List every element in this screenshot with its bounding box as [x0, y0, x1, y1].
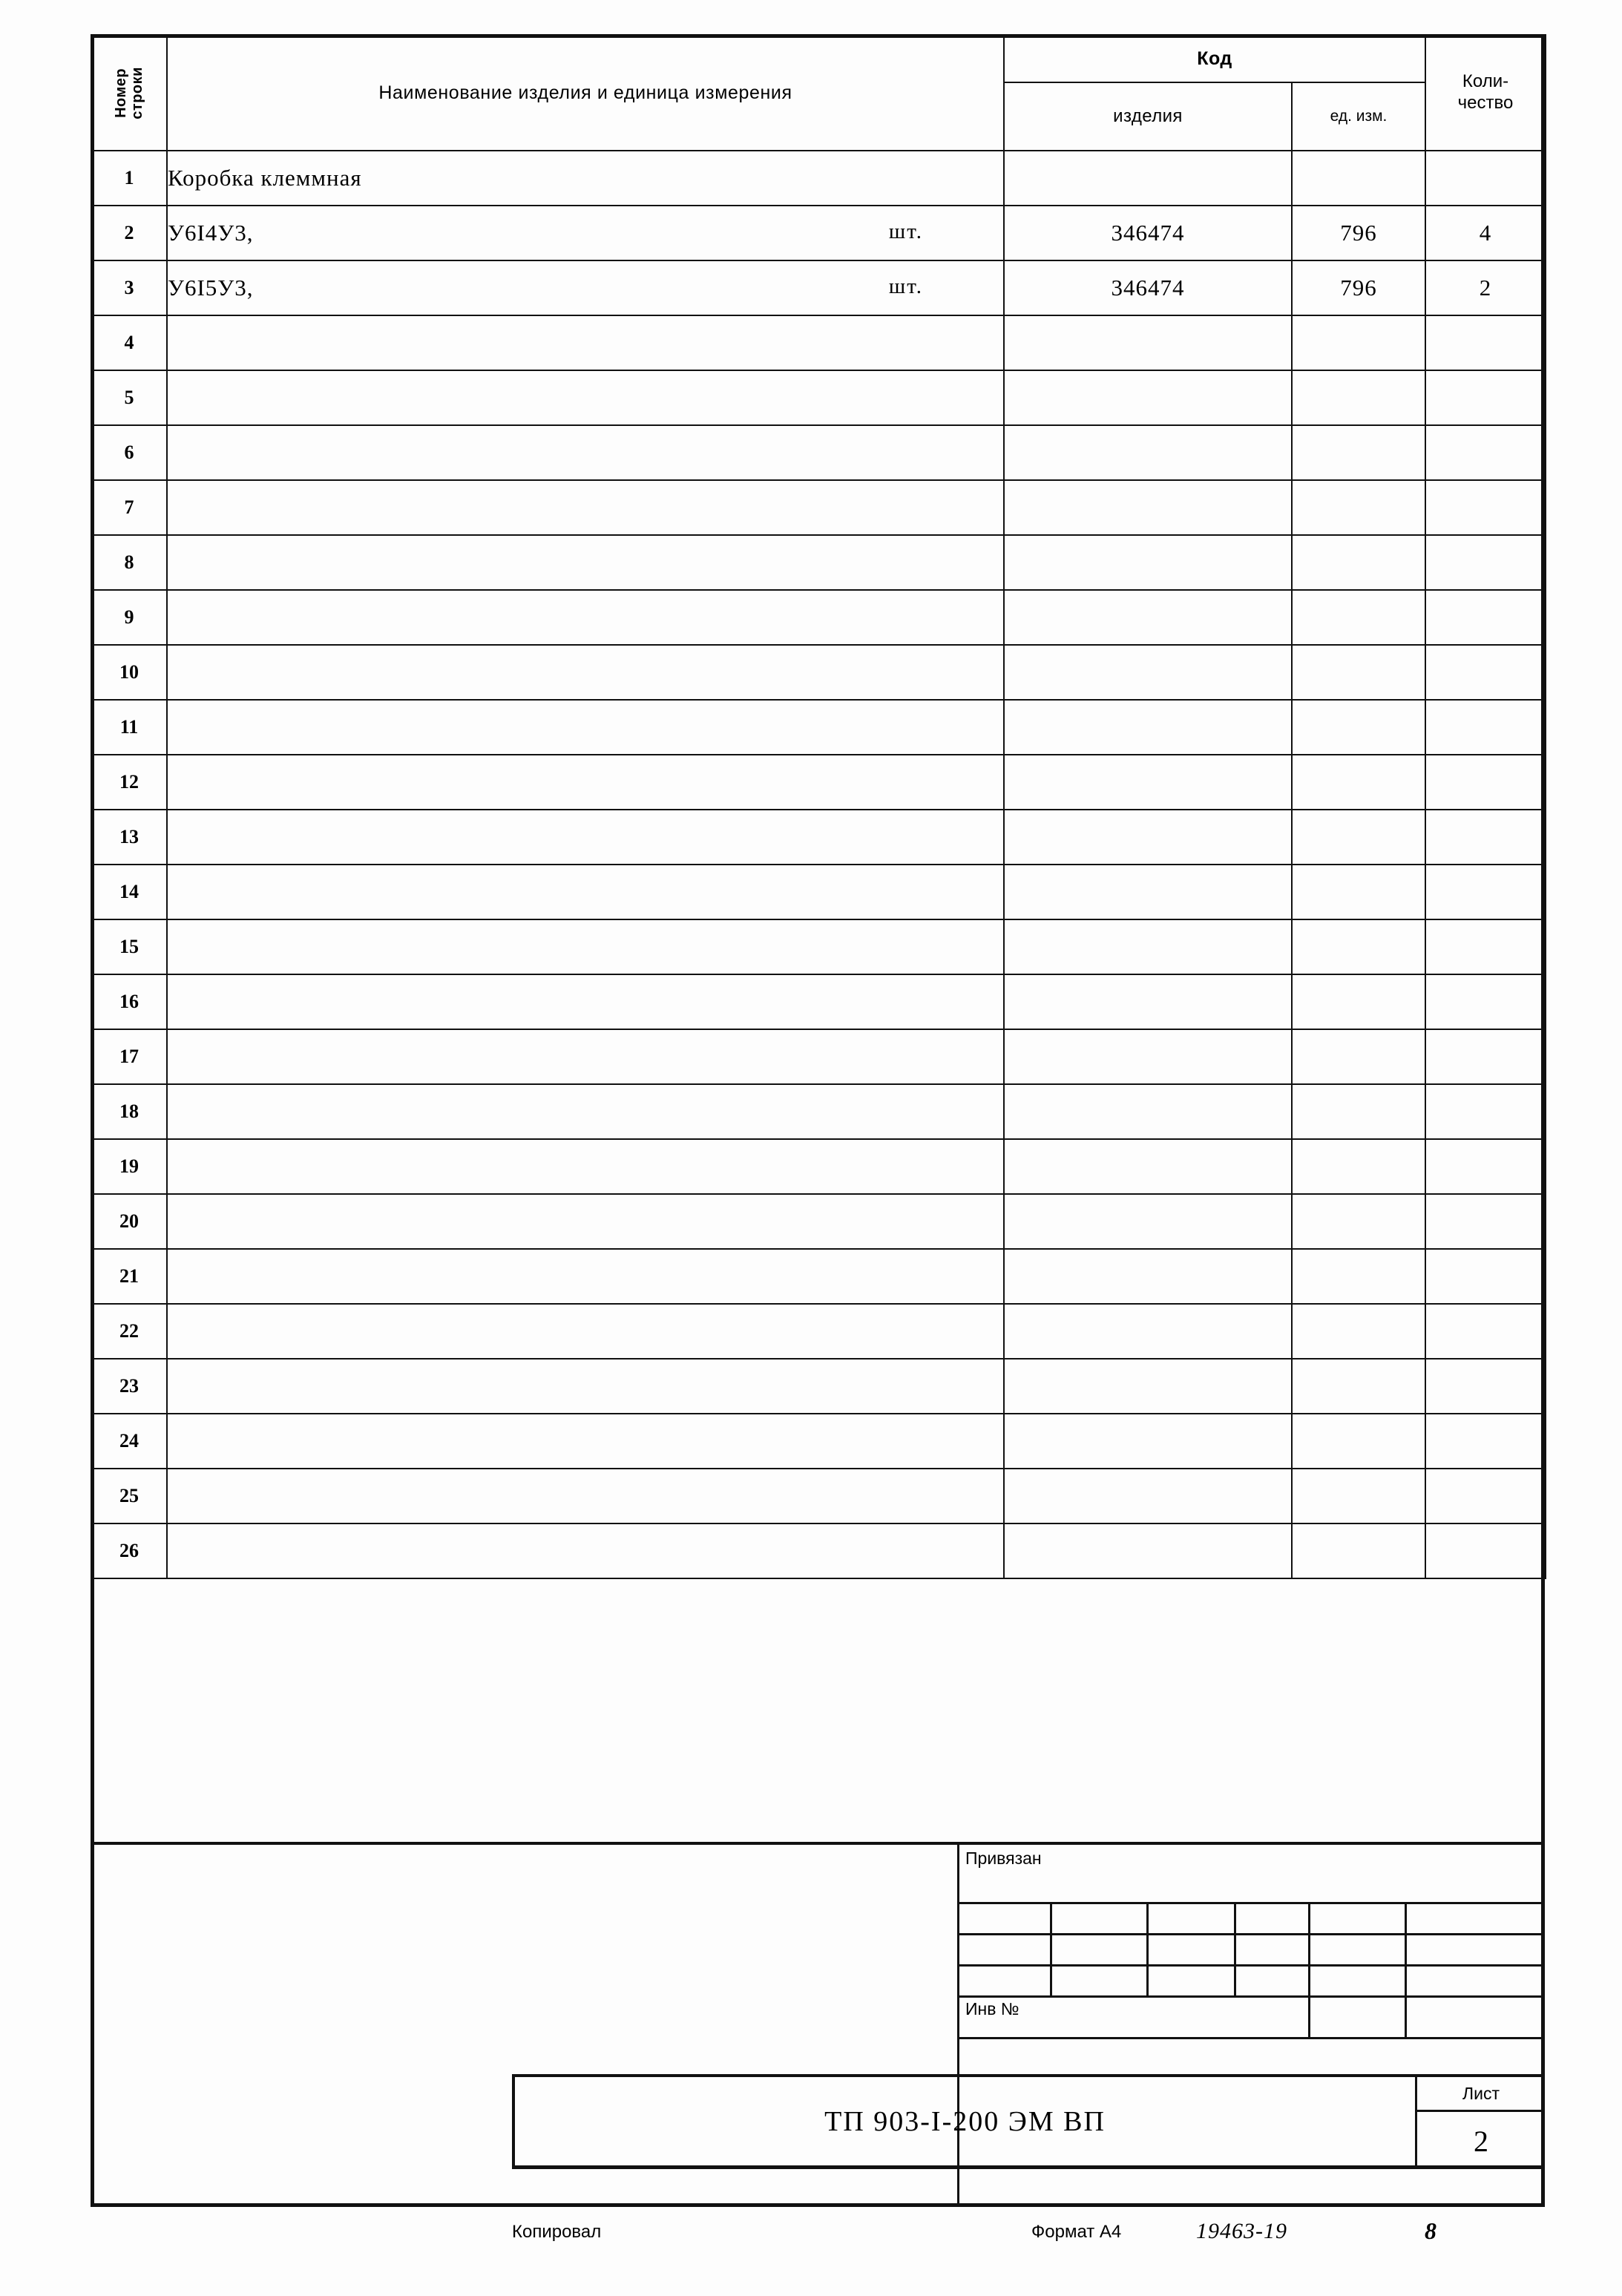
row-name-cell: [167, 1139, 1004, 1194]
row-code-cell: [1004, 700, 1292, 755]
table-row: [91, 1469, 1546, 1523]
row-quantity-cell: [1425, 315, 1546, 370]
row-number-cell: 16: [91, 974, 167, 1029]
row-name-text: У6I4У3,: [168, 220, 254, 246]
row-number-cell: 5: [91, 370, 167, 425]
row-quantity-cell: [1425, 1029, 1546, 1084]
row-code-cell: [1004, 1359, 1292, 1414]
row-uom-cell: [1292, 1523, 1425, 1578]
sheet-label: Лист: [1417, 2077, 1545, 2112]
row-quantity-cell: [1425, 590, 1546, 645]
row-code-cell: [1004, 645, 1292, 700]
document-title-bar: [512, 2074, 1545, 2169]
row-uom-cell: [1292, 755, 1425, 810]
table-header: [91, 35, 1546, 151]
row-number-cell: 3: [91, 260, 167, 315]
table-row: [91, 700, 1546, 755]
stamp-row-4: [959, 1967, 1545, 1998]
row-uom-cell: [1292, 151, 1425, 206]
header-row-number-l2: строки: [129, 66, 145, 119]
row-code-cell: [1004, 1139, 1292, 1194]
row-quantity-cell: [1425, 700, 1546, 755]
row-code-cell: [1004, 151, 1292, 206]
table-row: [91, 645, 1546, 700]
row-quantity-cell: [1425, 1414, 1546, 1469]
row-uom-cell: [1292, 645, 1425, 700]
row-uom-cell: [1292, 865, 1425, 919]
row-uom-cell: [1292, 1359, 1425, 1414]
stamp-row-3: [959, 1935, 1545, 1967]
row-number-cell: 6: [91, 425, 167, 480]
footer-copied-by: Копировал: [512, 2222, 602, 2242]
stamp-row-privyazan: [959, 1845, 1545, 1904]
row-code-cell: [1004, 535, 1292, 590]
table-row: [91, 260, 1546, 315]
row-unit-text: шт.: [888, 275, 923, 298]
header-name: Наименование изделия и единица измерения: [167, 35, 1004, 151]
row-number-cell: 18: [91, 1084, 167, 1139]
footer-page-marker: 8: [1425, 2217, 1437, 2244]
row-number-cell: 11: [91, 700, 167, 755]
row-number-cell: 20: [91, 1194, 167, 1249]
row-quantity-cell: [1425, 645, 1546, 700]
row-quantity-cell: 4: [1425, 206, 1546, 260]
table-row: [91, 206, 1546, 260]
row-code-cell: [1004, 425, 1292, 480]
row-code-cell: [1004, 810, 1292, 865]
stamp-divider-4: [1308, 1904, 1310, 1998]
row-number-cell: 14: [91, 865, 167, 919]
row-number-cell: 10: [91, 645, 167, 700]
document-title: ТП 903-I-200 ЭМ ВП: [515, 2077, 1417, 2165]
row-name-cell: [167, 1194, 1004, 1249]
row-uom-cell: [1292, 535, 1425, 590]
row-code-cell: [1004, 1523, 1292, 1578]
stamp-divider-1: [1050, 1904, 1052, 1998]
row-code-cell: [1004, 1194, 1292, 1249]
stamp-divider-3: [1234, 1904, 1236, 1998]
row-quantity-cell: [1425, 151, 1546, 206]
table-row: [91, 1359, 1546, 1414]
row-code-cell: [1004, 315, 1292, 370]
row-name-cell: [167, 1523, 1004, 1578]
row-number-cell: 12: [91, 755, 167, 810]
row-name-cell: [167, 315, 1004, 370]
row-name-cell: [167, 1414, 1004, 1469]
row-name-cell: [167, 206, 1004, 260]
row-name-text: Коробка клеммная: [168, 165, 362, 191]
row-quantity-cell: [1425, 919, 1546, 974]
row-number-cell: 1: [91, 151, 167, 206]
row-name-cell: [167, 919, 1004, 974]
row-code-cell: [1004, 1469, 1292, 1523]
row-name-cell: [167, 425, 1004, 480]
table-row: [91, 1139, 1546, 1194]
sheet-footer: [0, 2219, 1622, 2263]
table-row: [91, 1249, 1546, 1304]
table-row: [91, 865, 1546, 919]
row-unit-text: шт.: [888, 220, 923, 243]
specification-table: [91, 34, 1546, 1579]
row-number-cell: 21: [91, 1249, 167, 1304]
table-row: [91, 755, 1546, 810]
row-quantity-cell: [1425, 1523, 1546, 1578]
header-code-unit: ед. изм.: [1292, 82, 1425, 151]
header-row-number: [91, 35, 167, 151]
stamp-row-inv: [959, 1998, 1545, 2039]
row-code-cell: [1004, 1414, 1292, 1469]
header-quantity: [1425, 35, 1546, 151]
table-row: [91, 1029, 1546, 1084]
row-number-cell: 17: [91, 1029, 167, 1084]
footer-format-code: 19463-19: [1196, 2219, 1287, 2243]
row-quantity-cell: [1425, 1359, 1546, 1414]
table-body: [91, 151, 1546, 1578]
row-name-cell: [167, 645, 1004, 700]
row-name-cell: [167, 480, 1004, 535]
row-name-cell: [167, 974, 1004, 1029]
table-row: [91, 810, 1546, 865]
table-row: [91, 919, 1546, 974]
row-name-cell: [167, 810, 1004, 865]
header-quantity-l2: чество: [1457, 93, 1514, 113]
row-quantity-cell: [1425, 974, 1546, 1029]
row-code-cell: [1004, 480, 1292, 535]
row-quantity-cell: [1425, 1304, 1546, 1359]
row-name-cell: [167, 151, 1004, 206]
stamp-row-2: [959, 1904, 1545, 1935]
row-number-cell: 8: [91, 535, 167, 590]
row-code-cell: [1004, 590, 1292, 645]
table-row: [91, 535, 1546, 590]
table-row: [91, 1523, 1546, 1578]
row-uom-cell: [1292, 425, 1425, 480]
row-uom-cell: 796: [1292, 206, 1425, 260]
table-row: [91, 974, 1546, 1029]
row-uom-cell: [1292, 1304, 1425, 1359]
row-uom-cell: [1292, 1469, 1425, 1523]
header-row-number-l1: Номер: [112, 68, 129, 118]
row-number-cell: 24: [91, 1414, 167, 1469]
header-code-group: Код: [1004, 35, 1425, 82]
row-quantity-cell: [1425, 1194, 1546, 1249]
row-code-cell: [1004, 755, 1292, 810]
row-number-cell: 26: [91, 1523, 167, 1578]
row-quantity-cell: [1425, 810, 1546, 865]
row-number-cell: 2: [91, 206, 167, 260]
row-name-cell: [167, 590, 1004, 645]
row-uom-cell: [1292, 1414, 1425, 1469]
table-row: [91, 151, 1546, 206]
sheet-box: [1417, 2077, 1545, 2165]
row-number-cell: 13: [91, 810, 167, 865]
row-number-cell: 25: [91, 1469, 167, 1523]
row-quantity-cell: [1425, 480, 1546, 535]
footer-format: Формат А4: [1031, 2222, 1122, 2242]
row-uom-cell: [1292, 1139, 1425, 1194]
row-code-cell: 346474: [1004, 206, 1292, 260]
row-code-cell: 346474: [1004, 260, 1292, 315]
row-name-cell: [167, 1304, 1004, 1359]
row-code-cell: [1004, 1249, 1292, 1304]
row-number-cell: 23: [91, 1359, 167, 1414]
row-code-cell: [1004, 974, 1292, 1029]
table-row: [91, 480, 1546, 535]
row-number-cell: 9: [91, 590, 167, 645]
row-quantity-cell: [1425, 1139, 1546, 1194]
row-quantity-cell: [1425, 370, 1546, 425]
table-row: [91, 1304, 1546, 1359]
row-uom-cell: [1292, 1249, 1425, 1304]
stamp-inv-divider-1: [1308, 1998, 1310, 2039]
row-code-cell: [1004, 1304, 1292, 1359]
row-uom-cell: [1292, 700, 1425, 755]
row-name-cell: [167, 700, 1004, 755]
row-code-cell: [1004, 1029, 1292, 1084]
table-row: [91, 1084, 1546, 1139]
row-uom-cell: [1292, 1029, 1425, 1084]
row-code-cell: [1004, 919, 1292, 974]
row-quantity-cell: [1425, 1084, 1546, 1139]
row-uom-cell: [1292, 974, 1425, 1029]
table-row: [91, 315, 1546, 370]
table-row: [91, 1194, 1546, 1249]
row-uom-cell: [1292, 919, 1425, 974]
row-quantity-cell: [1425, 1469, 1546, 1523]
row-uom-cell: [1292, 480, 1425, 535]
stamp-privyazan-label: Привязан: [965, 1849, 1042, 1868]
row-name-text: У6I5У3,: [168, 275, 254, 301]
row-code-cell: [1004, 370, 1292, 425]
row-name-cell: [167, 755, 1004, 810]
row-uom-cell: [1292, 810, 1425, 865]
header-quantity-l1: Коли-: [1462, 71, 1509, 92]
row-number-cell: 22: [91, 1304, 167, 1359]
stamp-inv-label: Инв №: [965, 1999, 1020, 2018]
row-number-cell: 15: [91, 919, 167, 974]
row-quantity-cell: [1425, 755, 1546, 810]
row-name-cell: [167, 1084, 1004, 1139]
row-code-cell: [1004, 865, 1292, 919]
table-row: [91, 1414, 1546, 1469]
row-name-cell: [167, 865, 1004, 919]
row-quantity-cell: 2: [1425, 260, 1546, 315]
stamp-inv-divider-2: [1405, 1998, 1407, 2039]
row-uom-cell: [1292, 1194, 1425, 1249]
row-uom-cell: [1292, 370, 1425, 425]
table-row: [91, 370, 1546, 425]
row-name-cell: [167, 1469, 1004, 1523]
row-code-cell: [1004, 1084, 1292, 1139]
row-quantity-cell: [1425, 425, 1546, 480]
row-name-cell: [167, 1359, 1004, 1414]
row-number-cell: 7: [91, 480, 167, 535]
row-name-cell: [167, 1029, 1004, 1084]
row-uom-cell: [1292, 1084, 1425, 1139]
sheet-number: 2: [1474, 2125, 1488, 2158]
stamp-divider-2: [1146, 1904, 1149, 1998]
row-uom-cell: [1292, 590, 1425, 645]
row-uom-cell: 796: [1292, 260, 1425, 315]
stamp-divider-5: [1405, 1904, 1407, 1998]
row-uom-cell: [1292, 315, 1425, 370]
row-quantity-cell: [1425, 535, 1546, 590]
row-name-cell: [167, 1249, 1004, 1304]
table-row: [91, 425, 1546, 480]
row-name-cell: [167, 535, 1004, 590]
table-row: [91, 590, 1546, 645]
row-number-cell: 4: [91, 315, 167, 370]
row-number-cell: 19: [91, 1139, 167, 1194]
row-quantity-cell: [1425, 865, 1546, 919]
row-name-cell: [167, 260, 1004, 315]
row-quantity-cell: [1425, 1249, 1546, 1304]
header-code-item: изделия: [1004, 82, 1292, 151]
row-name-cell: [167, 370, 1004, 425]
